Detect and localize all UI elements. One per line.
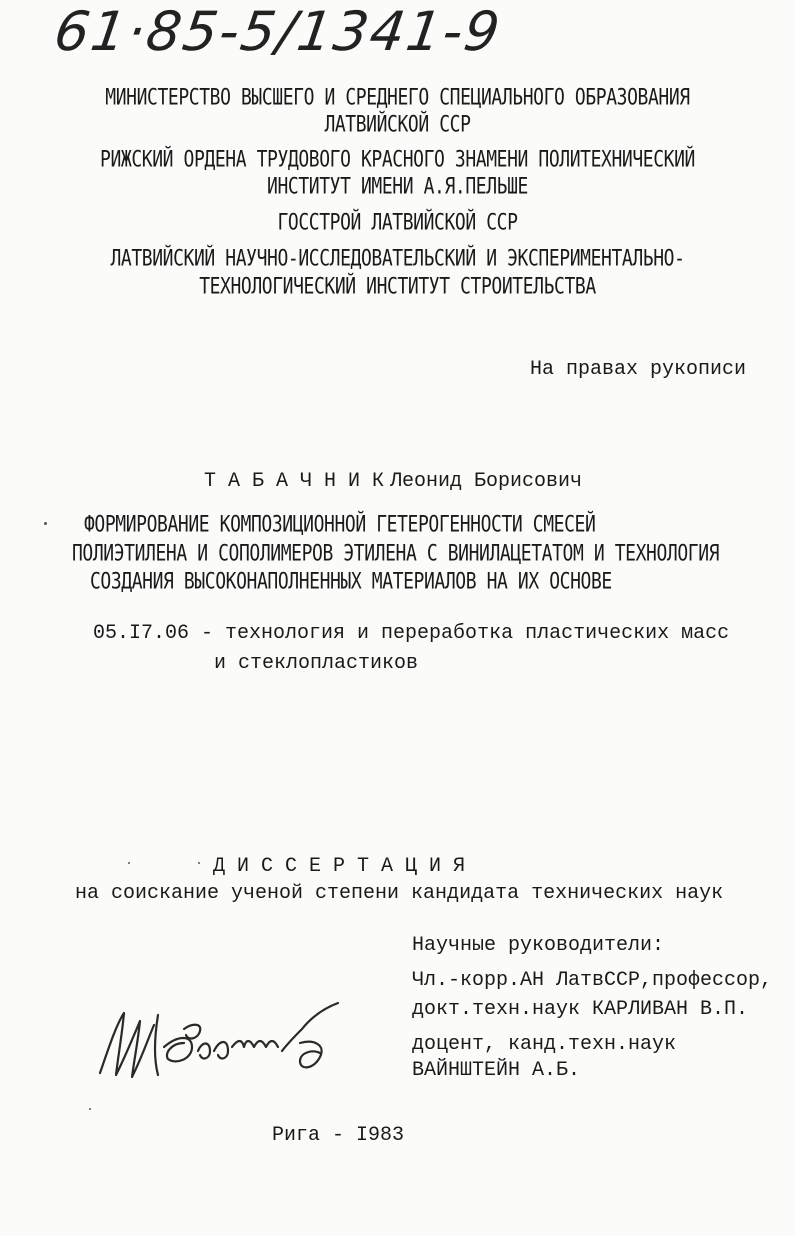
- supervisor-1-line-1: Чл.-корр.АН ЛатвССР,профессор,: [412, 969, 773, 992]
- gosstroy-line: ГОССТРОЙ ЛАТВИЙСКОЙ ССР: [277, 209, 518, 236]
- place-and-year: Рига - I983: [272, 1124, 405, 1147]
- supervisor-1-line-2: докт.техн.наук КАРЛИВАН В.П.: [412, 998, 749, 1021]
- manuscript-note: На правах рукописи: [530, 358, 747, 381]
- archive-number: 61·85-5/1341-9: [50, 0, 506, 63]
- research-institute-line-2: ТЕХНОЛОГИЧЕСКИЙ ИНСТИТУТ СТРОИТЕЛЬСТВА: [199, 273, 596, 300]
- institute-line-1: РИЖСКИЙ ОРДЕНА ТРУДОВОГО КРАСНОГО ЗНАМЕНИ ПОЛИТЕХНИЧЕСКИЙ: [100, 146, 695, 173]
- scan-speck: [89, 1108, 91, 1110]
- specialty-code-line: 05.I7.06 - технология и переработка пластических масс: [93, 622, 730, 645]
- supervisor-2-line-1: доцент, канд.техн.наук: [412, 1033, 677, 1056]
- supervisor-2-line-2: ВАЙНШТЕЙН А.Б.: [412, 1059, 581, 1082]
- institute-line-2: ИНСТИТУТ ИМЕНИ А.Я.ПЕЛЬШЕ: [267, 173, 528, 200]
- specialty-line-2: и стеклопластиков: [214, 652, 419, 675]
- dissertation-heading: Д И С С Е Р Т А Ц И Я: [213, 855, 466, 878]
- ministry-line-2: ЛАТВИЙСКОЙ ССР: [324, 111, 471, 138]
- title-line-1: ФОРМИРОВАНИЕ КОМПОЗИЦИОННОЙ ГЕТЕРОГЕННОСТИ СМЕСЕЙ: [84, 511, 596, 538]
- dissertation-subtitle: на соискание ученой степени кандидата технических наук: [75, 882, 724, 905]
- scan-speck: [198, 862, 200, 864]
- author-surname: Т А Б А Ч Н И К: [204, 470, 385, 493]
- supervisors-label: Научные руководители:: [412, 934, 665, 957]
- title-line-2: ПОЛИЭТИЛЕНА И СОПОЛИМЕРОВ ЭТИЛЕНА С ВИНИЛАЦЕТАТОМ И ТЕХНОЛОГИЯ: [72, 540, 720, 567]
- research-institute-line-1: ЛАТВИЙСКИЙ НАУЧНО-ИССЛЕДОВАТЕЛЬСКИЙ И ЭКСПЕРИМЕНТАЛЬНО-: [110, 245, 685, 272]
- author-signature: [88, 995, 368, 1095]
- title-line-3: СОЗДАНИЯ ВЫСОКОНАПОЛНЕННЫХ МАТЕРИАЛОВ НА ИХ ОСНОВЕ: [90, 568, 612, 595]
- scan-speck: [128, 862, 130, 864]
- scan-speck: [44, 522, 47, 525]
- ministry-line-1: МИНИСТЕРСТВО ВЫСШЕГО И СРЕДНЕГО СПЕЦИАЛЬНОГО ОБРАЗОВАНИЯ: [105, 84, 690, 111]
- author-given-name: Леонид Борисович: [390, 470, 583, 493]
